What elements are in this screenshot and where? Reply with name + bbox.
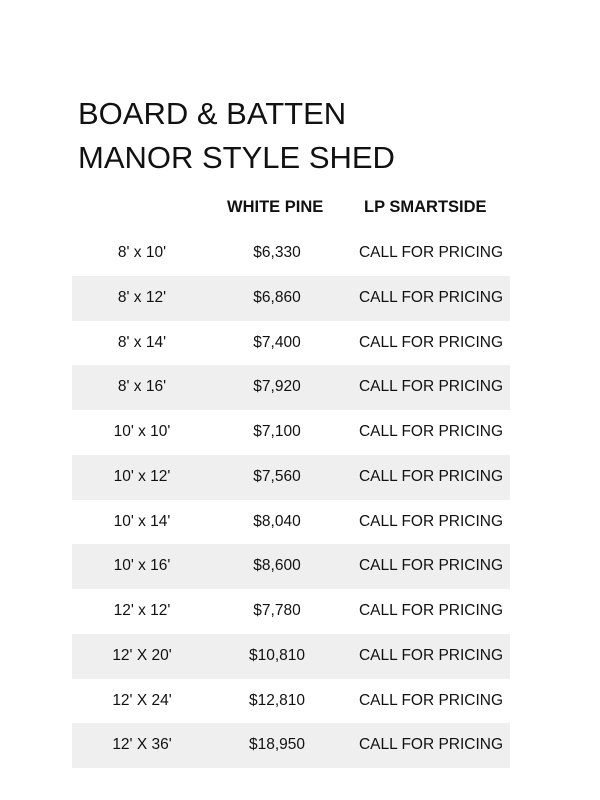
white-pine-price-cell: $8,600	[253, 557, 301, 575]
white-pine-price-cell: $7,920	[253, 378, 301, 396]
size-cell: 12' X 36'	[112, 736, 172, 754]
lp-smartside-price-cell: CALL FOR PRICING	[358, 691, 504, 709]
lp-smartside-price-cell: CALL FOR PRICING	[358, 602, 504, 619]
white-pine-price-cell: $7,400	[253, 333, 301, 351]
lp-smartside-price-cell: CALL FOR PRICING	[358, 378, 504, 396]
table-row	[72, 634, 510, 679]
column-header-lp-smartside: LP SMARTSIDE	[364, 198, 487, 216]
size-cell: 12' X 24'	[112, 691, 172, 709]
table-row	[72, 679, 510, 724]
white-pine-price-cell: $6,330	[253, 244, 301, 261]
lp-smartside-price-cell: CALL FOR PRICING	[358, 333, 504, 351]
size-cell: 10' x 10'	[113, 423, 171, 440]
white-pine-price-cell: $8,040	[253, 512, 301, 530]
lp-smartside-price-cell: CALL FOR PRICING	[358, 288, 504, 306]
table-row	[72, 321, 510, 366]
column-header-white-pine: WHITE PINE	[227, 198, 324, 216]
size-cell: 8' x 12'	[117, 288, 167, 306]
price-table	[72, 231, 510, 768]
title-line-1: BOARD & BATTEN	[78, 96, 347, 131]
white-pine-price-cell: $7,780	[253, 602, 301, 619]
table-row	[72, 500, 510, 545]
table-row	[72, 276, 510, 321]
table-row	[72, 544, 510, 589]
white-pine-price-cell: $7,100	[253, 423, 301, 440]
table-row	[72, 455, 510, 500]
lp-smartside-price-cell: CALL FOR PRICING	[358, 646, 504, 664]
lp-smartside-price-cell: CALL FOR PRICING	[358, 423, 504, 440]
lp-smartside-price-cell: CALL FOR PRICING	[358, 512, 504, 530]
size-cell: 10' x 16'	[113, 557, 171, 575]
size-cell: 10' x 14'	[113, 512, 171, 530]
size-cell: 12' x 12'	[113, 602, 171, 619]
lp-smartside-price-cell: CALL FOR PRICING	[358, 467, 504, 485]
lp-smartside-price-cell: CALL FOR PRICING	[358, 557, 504, 575]
table-row	[72, 231, 510, 276]
white-pine-price-cell: $7,560	[253, 467, 301, 485]
size-cell: 8' x 10'	[117, 244, 167, 261]
size-cell: 10' x 12'	[113, 467, 171, 485]
size-cell: 8' x 16'	[117, 378, 167, 396]
title-line-2: MANOR STYLE SHED	[78, 140, 395, 175]
table-row	[72, 410, 510, 455]
page-title	[78, 92, 395, 180]
table-row	[72, 723, 510, 768]
size-cell: 8' x 14'	[117, 333, 167, 351]
lp-smartside-price-cell: CALL FOR PRICING	[358, 244, 504, 261]
table-row	[72, 365, 510, 410]
white-pine-price-cell: $12,810	[248, 691, 306, 709]
size-cell: 12' X 20'	[112, 646, 172, 664]
white-pine-price-cell: $10,810	[248, 646, 306, 664]
white-pine-price-cell: $6,860	[253, 288, 301, 306]
white-pine-price-cell: $18,950	[248, 736, 306, 754]
lp-smartside-price-cell: CALL FOR PRICING	[358, 736, 504, 754]
table-row	[72, 589, 510, 634]
